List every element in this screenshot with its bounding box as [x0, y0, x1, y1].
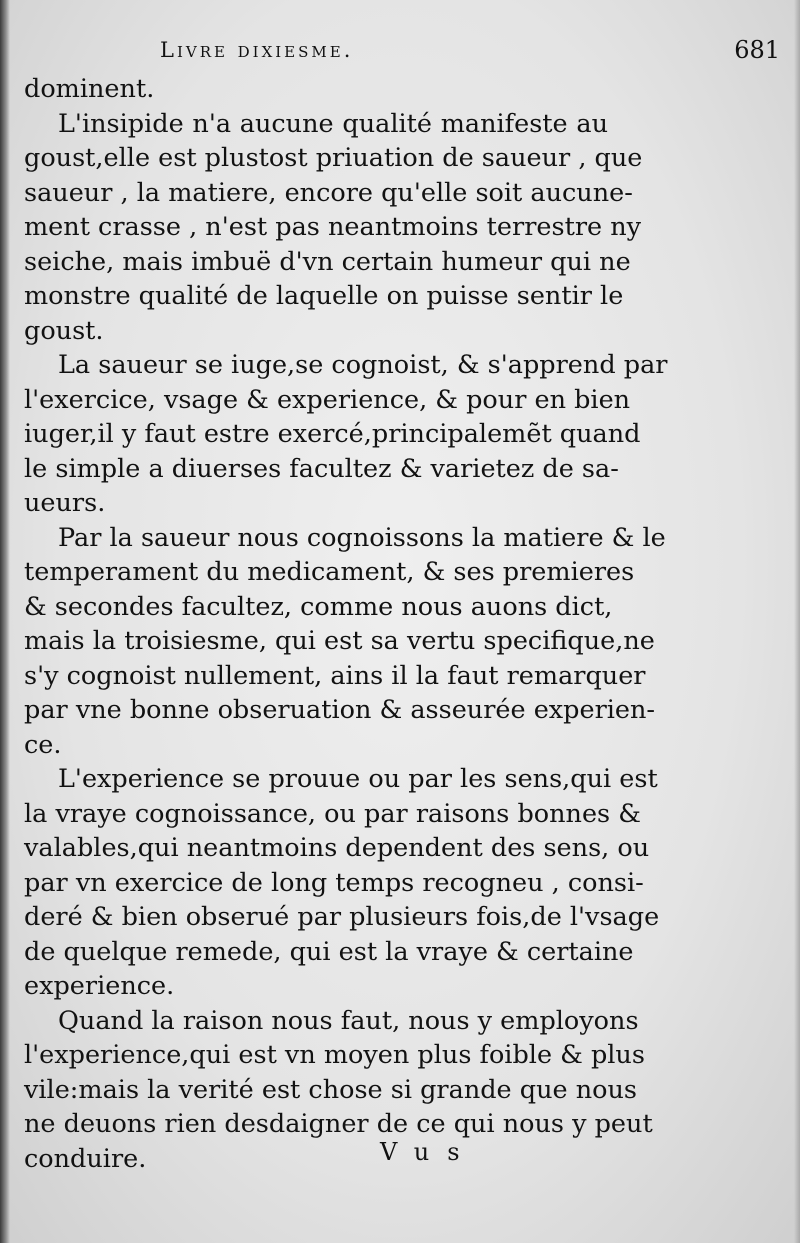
text-line: ne deuons rien desdaigner de ce qui nous y peut [24, 1109, 653, 1139]
paragraph [24, 348, 668, 521]
paragraph [24, 107, 643, 349]
text-line: vile:mais la verité est chose si grande que nous [24, 1074, 637, 1105]
text-line: goust. [24, 315, 104, 346]
text-line: & secondes facultez, comme nous auons dict, [24, 591, 613, 622]
paragraph [24, 521, 666, 763]
paragraph [24, 72, 608, 107]
text-line: L'insipide n'a aucune qualité manifeste au [58, 108, 608, 139]
text-line: mais la troisiesme, qui est sa vertu specifique,ne [24, 626, 655, 656]
text-line: conduire. [24, 1143, 147, 1174]
text-line: s'y cognoist nullement, ains il la faut remarquer [24, 660, 646, 691]
text-line: monstre qualité de laquelle on puisse sentir le [24, 281, 624, 311]
text-line: L'experience se prouue ou par les sens,qui est [58, 764, 658, 794]
text-line: dominent. [24, 74, 155, 104]
text-line: saueur , la matiere, encore qu'elle soit aucune- [24, 177, 633, 208]
text-line: temperament du medicament, & ses premieres [24, 557, 635, 587]
text-line: goust,elle est plustost priuation de saueur , que [24, 143, 643, 173]
text-line: Quand la raison nous faut, nous y employons [58, 1005, 639, 1036]
text-line: experience. [24, 971, 175, 1001]
text-line: l'exercice, vsage & experience, & pour en bien [24, 384, 631, 415]
paragraph [24, 1004, 653, 1177]
text-line: seiche, mais imbuë d'vn certain humeur qui ne [24, 246, 631, 277]
page-edge [794, 0, 800, 1243]
body-text [24, 72, 668, 1176]
text-line: iuger,il y faut estre exercé,principalemẽt quand [24, 419, 641, 449]
page-number: 681 [734, 36, 780, 64]
page-gutter-shadow [0, 0, 10, 1243]
text-line: de quelque remede, qui est la vraye & certaine [24, 936, 634, 967]
running-head: Livre dixiesme. [160, 38, 354, 62]
catchword: Vus [380, 1138, 478, 1166]
text-line: ce. [24, 729, 62, 760]
text-line: ueurs. [24, 488, 106, 518]
text-line: La saueur se iuge,se cognoist, & s'apprend par [58, 350, 668, 380]
text-line: Par la saueur nous cognoissons la matiere & le [58, 522, 666, 553]
paragraph [24, 762, 660, 1004]
text-line: deré & bien obserué par plusieurs fois,de l'vsage [24, 902, 660, 932]
text-line: par vne bonne obseruation & asseurée experien- [24, 695, 656, 725]
text-line: le simple a diuerses facultez & varietez de sa- [24, 453, 619, 484]
page-header [60, 38, 780, 70]
text-line: l'experience,qui est vn moyen plus foible & plus [24, 1040, 645, 1070]
text-line: ment crasse , n'est pas neantmoins terrestre ny [24, 212, 642, 242]
text-line: valables,qui neantmoins dependent des sens, ou [24, 833, 650, 863]
text-line: par vn exercice de long temps recogneu , consi- [24, 867, 644, 898]
text-line: la vraye cognoissance, ou par raisons bonnes & [24, 798, 641, 829]
